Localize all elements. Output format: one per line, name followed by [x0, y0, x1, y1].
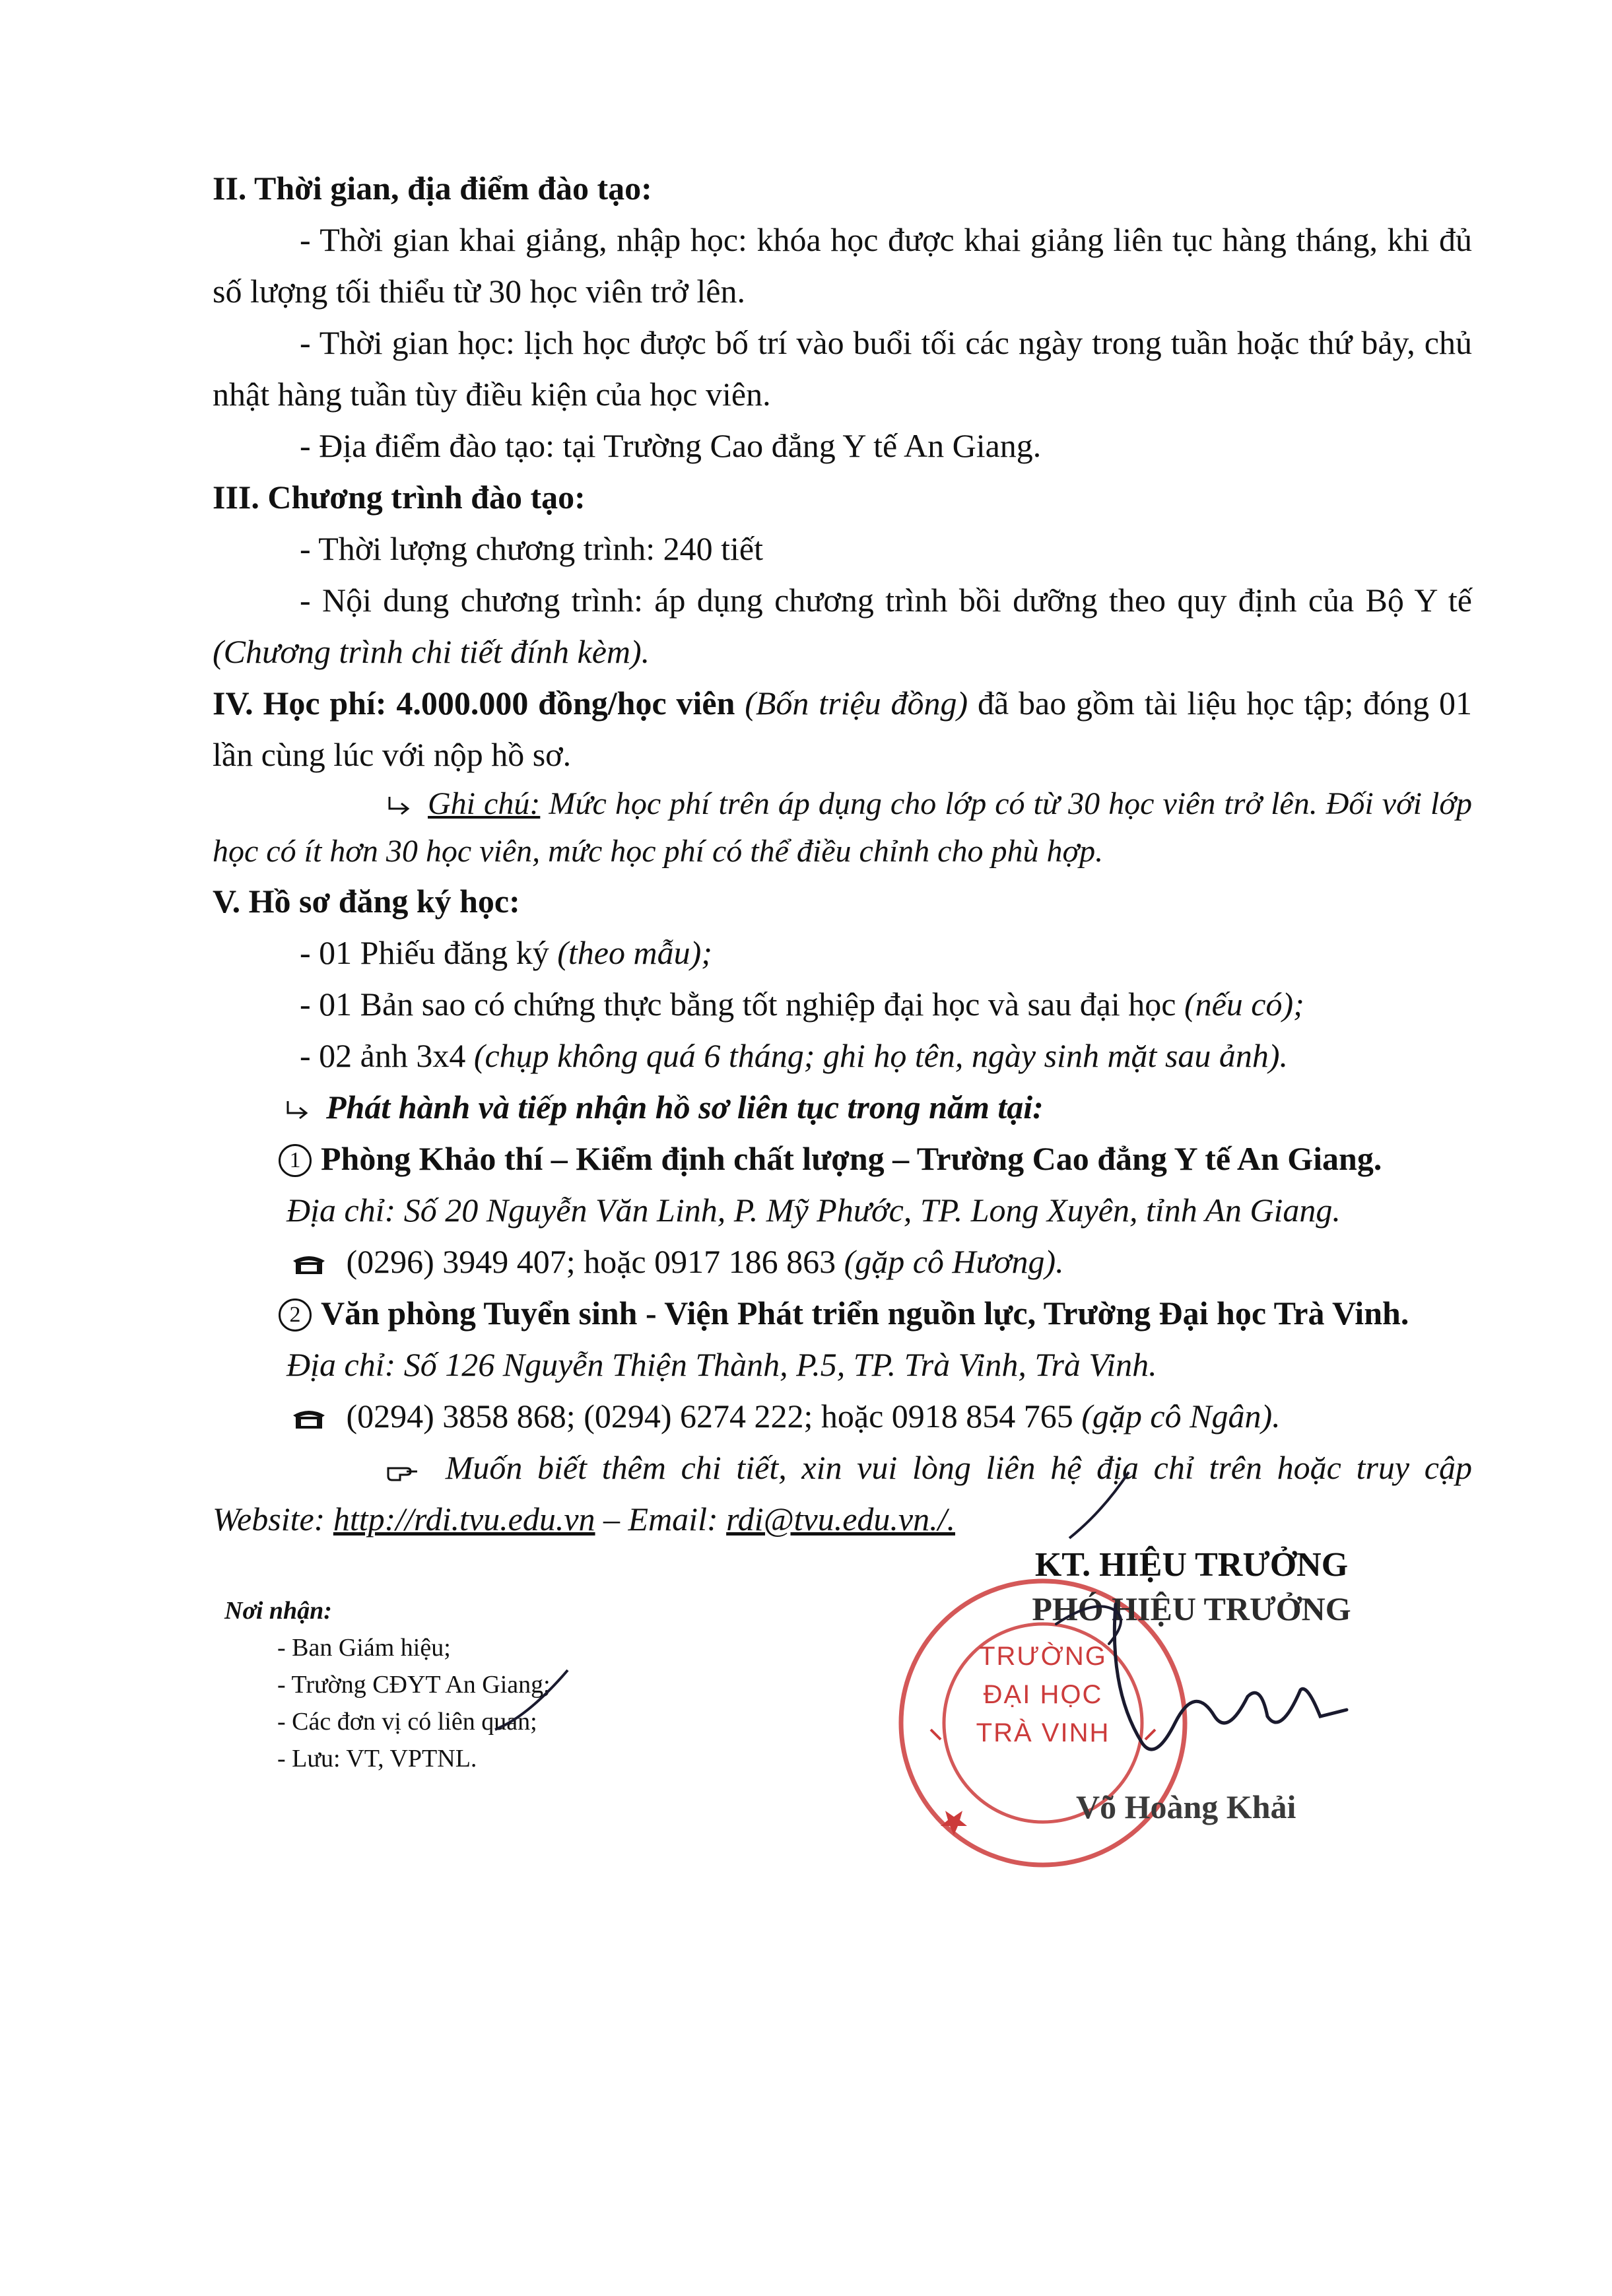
pointing-finger-icon	[300, 1442, 419, 1493]
recipient-item: - Ban Giám hiệu;	[277, 1634, 451, 1662]
office-1-contact: (gặp cô Hương).	[844, 1243, 1064, 1280]
office-2-address: Địa chỉ: Số 126 Nguyễn Thiện Thành, P.5, TP. Trà Vinh, Trà Vinh.	[286, 1346, 1157, 1383]
recipient-item: - Các đơn vị có liên quan;	[277, 1708, 537, 1736]
section-2-heading: II. Thời gian, địa điểm đào tạo:	[213, 170, 652, 207]
stamp-line-1: TRƯỜNG	[979, 1642, 1107, 1671]
recipients-title: Nơi nhận:	[224, 1597, 332, 1625]
section-2-line-1: - Thời gian khai giảng, nhập học: khóa học được khai giảng liên tục hàng tháng, khi đủ số lượng tối thiểu từ 30 học viên trở lên.	[213, 221, 1472, 310]
doc-item-1-text: - 01 Phiếu đăng ký	[300, 934, 558, 971]
document-body	[213, 162, 1472, 1545]
section-4-fee	[213, 677, 1472, 780]
note-text: Mức học phí trên áp dụng cho lớp có từ 30 học viên trở lên. Đối với lớp học có ít hơn 30 học viên, mức học phí có thể điều chỉnh cho phù hợp.	[213, 786, 1472, 869]
issue-location-text: Phát hành và tiếp nhận hồ sơ liên tục trong năm tại:	[326, 1089, 1044, 1126]
telephone-icon	[292, 1236, 326, 1287]
email-link[interactable]: rdi@tvu.edu.vn./.	[726, 1501, 955, 1537]
section-3-line-2-italic: (Chương trình chi tiết đính kèm).	[213, 633, 650, 670]
pointing-hand-icon	[300, 780, 416, 828]
section-4-fee-words: (Bốn triệu đồng)	[735, 685, 968, 722]
doc-item-1-italic: (theo mẫu);	[557, 934, 712, 971]
office-2-name-text: Văn phòng Tuyển sinh - Viện Phát triển nguồn lực, Trường Đại học Trà Vinh.	[321, 1295, 1409, 1332]
stamp-line-2: ĐẠI HỌC	[983, 1680, 1103, 1709]
section-5-heading: V. Hồ sơ đăng ký học:	[213, 883, 520, 920]
section-4-heading: IV. Học phí: 4.000.000 đồng/học viên	[213, 685, 735, 722]
section-4-fee-rest: đã bao gồm tài liệu học tập; đóng 01 lần cùng lúc với nộp hồ sơ.	[213, 685, 1473, 773]
signer-role-2: PHÓ HIỆU TRƯỞNG	[1032, 1590, 1351, 1627]
initial-mark	[1063, 1466, 1135, 1545]
email-label: – Email:	[595, 1501, 727, 1537]
doc-item-2-text: - 01 Bản sao có chứng thực bằng tốt nghiệp đại học và sau đại học	[300, 986, 1184, 1023]
office-2-contact: (gặp cô Ngân).	[1081, 1398, 1281, 1435]
office-1-address: Địa chỉ: Số 20 Nguyễn Văn Linh, P. Mỹ Phước, TP. Long Xuyên, tỉnh An Giang.	[286, 1192, 1341, 1229]
stamp-line-3: TRÀ VINH	[976, 1718, 1110, 1747]
signer-role-1: KT. HIỆU TRƯỞNG	[1034, 1546, 1349, 1584]
pointing-hand-icon	[285, 1081, 314, 1133]
section-3-line-1: - Thời lượng chương trình: 240 tiết	[300, 530, 763, 567]
circled-number-2: 2	[279, 1299, 312, 1332]
section-3-line-2	[213, 574, 1472, 677]
office-1-name	[213, 1133, 1472, 1184]
handwritten-signature	[1017, 1584, 1360, 1796]
recipient-item: - Lưu: VT, VPTNL.	[277, 1745, 477, 1773]
office-1-name-text: Phòng Khảo thí – Kiểm định chất lượng – Trường Cao đẳng Y tế An Giang.	[321, 1140, 1382, 1177]
section-3-heading: III. Chương trình đào tạo:	[213, 479, 586, 516]
office-2-phone	[213, 1390, 1472, 1442]
section-4-note	[213, 780, 1472, 875]
doc-item-2	[213, 978, 1472, 1030]
doc-item-3	[213, 1030, 1472, 1081]
office-2-name	[213, 1287, 1472, 1339]
more-info	[213, 1442, 1472, 1545]
doc-item-3-italic: (chụp không quá 6 tháng; ghi họ tên, ngày sinh mặt sau ảnh).	[473, 1037, 1289, 1074]
telephone-icon	[292, 1390, 326, 1442]
initial-mark	[488, 1664, 581, 1743]
office-1-phone-text: (0296) 3949 407; hoặc 0917 186 863	[338, 1243, 844, 1280]
office-2-phone-text: (0294) 3858 868; (0294) 6274 222; hoặc 0918 854 765	[338, 1398, 1082, 1435]
circled-number-1: 1	[279, 1144, 312, 1177]
recipient-item: - Trường CĐYT An Giang;	[277, 1671, 551, 1699]
website-link[interactable]: http://rdi.tvu.edu.vn	[333, 1501, 595, 1537]
section-2-line-3: - Địa điểm đào tạo: tại Trường Cao đẳng Y tế An Giang.	[300, 427, 1042, 464]
doc-item-3-text: - 02 ảnh 3x4	[300, 1037, 474, 1074]
doc-item-2-italic: (nếu có);	[1184, 986, 1304, 1023]
note-label: Ghi chú:	[428, 786, 541, 821]
section-3-line-2-text: - Nội dung chương trình: áp dụng chương trình bồi dưỡng theo quy định của Bộ Y tế	[300, 582, 1472, 619]
office-1-phone	[213, 1236, 1472, 1287]
signer-name: Võ Hoàng Khải	[1076, 1788, 1296, 1825]
section-2-line-2: - Thời gian học: lịch học được bố trí vào buổi tối các ngày trong tuần hoặc thứ bảy, chủ nhật hàng tuần tùy điều kiện của học viên.	[213, 324, 1472, 413]
more-info-text: Muốn biết thêm chi tiết, xin vui lòng liên hệ địa chỉ trên hoặc truy cập Website:	[213, 1449, 1472, 1537]
doc-item-1	[213, 927, 1472, 978]
issue-location-line	[213, 1081, 1472, 1133]
